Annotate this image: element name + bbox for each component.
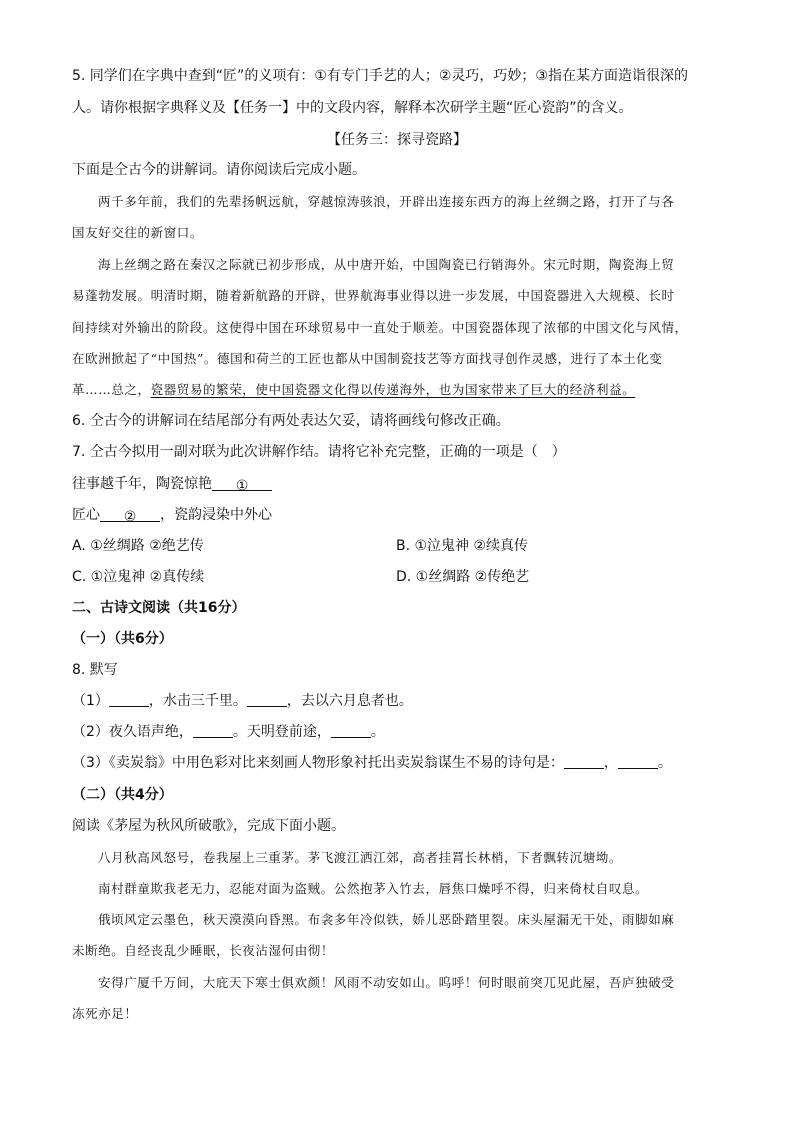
q8-title: 8. 默写 bbox=[72, 662, 118, 678]
couplet-blank-2[interactable]: ② bbox=[100, 507, 160, 522]
q8-item1 bbox=[72, 691, 413, 711]
speech-p1-line2: 国友好交往的新窗口。 bbox=[72, 225, 204, 240]
couplet-lower-end: ，瓷韵浸染中外心 bbox=[160, 507, 272, 523]
couplet-upper-text: 往事越千年，陶瓷惊艳 bbox=[72, 476, 212, 492]
speech-p2-line4: 在欧洲掀起了“中国热”。德国和荷兰的工匠也都从中国制瓷技艺等方面找寻创作灵感，进行了本土化变 bbox=[72, 351, 663, 366]
q7-options-row2 bbox=[72, 567, 722, 587]
poem-instruction: 阅读《茅屋为秋风所破歌》，完成下面小题。 bbox=[72, 818, 345, 834]
q8-blank-3[interactable] bbox=[193, 723, 233, 738]
q5-line1: 5. 同学们在字典中查到“匠”的义项有：①有专门手艺的人；②灵巧，巧妙；③指在某方面造诣很深的 bbox=[72, 68, 688, 84]
option-b[interactable]: B. ①泣鬼神 ②续真传 bbox=[396, 538, 529, 554]
q6-stem: 6. 仝古今的讲解词在结尾部分有两处表达欠妥，请将画线句修改正确。 bbox=[72, 413, 510, 429]
option-d[interactable]: D. ①丝绸路 ②传绝艺 bbox=[396, 569, 530, 585]
q8-item1-num: （1） bbox=[72, 693, 109, 709]
poem-line4: 未断绝。自经丧乱少睡眠，长夜沾湿何由彻！ bbox=[72, 943, 335, 958]
q8-item2-end: 。 bbox=[370, 724, 385, 740]
q8-item3-end: 。 bbox=[657, 755, 672, 771]
speech-p2-plain: 革……总之， bbox=[72, 382, 151, 397]
q8-item3-comma: ， bbox=[603, 755, 618, 771]
couplet-upper bbox=[72, 474, 272, 494]
section2-part2: （二）（共4分） bbox=[72, 787, 173, 803]
task3-intro: 下面是仝古今的讲解词。请你阅读后完成小题。 bbox=[72, 162, 366, 178]
q8-blank-1[interactable] bbox=[109, 692, 149, 707]
speech-p1-line1: 两千多年前，我们的先辈扬帆远航，穿越惊涛骇浪，开辟出连接东西方的海上丝绸之路，打开了与各 bbox=[98, 194, 675, 209]
task3-title: 【任务三：探寻瓷路】 bbox=[327, 132, 467, 148]
option-c[interactable]: C. ①泣鬼神 ②真传续 bbox=[72, 569, 205, 585]
q8-item1-text2: ，去以六月息者也。 bbox=[286, 693, 413, 709]
couplet-lower-start: 匠心 bbox=[72, 507, 100, 523]
q8-blank-5[interactable] bbox=[564, 754, 604, 769]
underlined-sentence: 瓷器贸易的繁荣，使中国瓷器文化得以传递海外，也为国家带来了巨大的经济利益。 bbox=[150, 382, 636, 397]
speech-p2-line1: 海上丝绸之路在秦汉之际就已初步形成，从中唐开始，中国陶瓷已行销海外。宋元时期，陶瓷海上贸 bbox=[98, 257, 675, 272]
option-a[interactable]: A. ①丝绸路 ②绝艺传 bbox=[72, 538, 204, 554]
q8-item2-text2: 。天明登前途， bbox=[232, 724, 331, 740]
q8-blank-6[interactable] bbox=[618, 754, 658, 769]
q8-blank-4[interactable] bbox=[331, 723, 371, 738]
q5-line2: 人。请你根据字典释义及【任务一】中的文段内容，解释本次研学主题“匠心瓷韵”的含义。 bbox=[72, 100, 633, 116]
speech-p2-line5 bbox=[72, 380, 635, 400]
poem-line6: 冻死亦足！ bbox=[72, 1006, 138, 1021]
poem-line5: 安得广厦千万间，大庇天下寒士俱欢颜！风雨不动安如山。呜呼！何时眼前突兀见此屋，吾庐独破受 bbox=[98, 975, 675, 990]
speech-p2-line2: 易蓬勃发展。明清时期，随着新航路的开辟，世界航海事业得以进一步发展，中国瓷器进入大规模、长时 bbox=[72, 288, 675, 303]
poem-line2: 南村群童欺我老无力，忍能对面为盗贼。公然抱茅入竹去，唇焦口燥呼不得，归来倚杖自叹息。 bbox=[98, 881, 649, 896]
q7-stem: 7. 仝古今拟用一副对联为此次讲解作结。请将它补充完整，正确的一项是（ ） bbox=[72, 444, 566, 460]
poem-line3: 俄顷风定云墨色，秋天漠漠向昏黑。布衾多年冷似铁，娇儿恶卧踏里裂。床头屋漏无干处，雨脚如麻 bbox=[98, 912, 675, 927]
q8-blank-2[interactable] bbox=[247, 692, 287, 707]
q7-options-row1 bbox=[72, 536, 722, 556]
speech-p2-line3: 间持续对外输出的阶段。这使得中国在环球贸易中一直处于顺差。中国瓷器体现了浓郁的中国文化与风情， bbox=[72, 320, 688, 335]
couplet-lower bbox=[72, 505, 272, 525]
q8-item2-text1: （2）夜久语声绝， bbox=[72, 724, 193, 740]
couplet-blank-1[interactable]: ① bbox=[212, 476, 272, 491]
q8-item2 bbox=[72, 722, 385, 742]
q8-item1-text1: ，水击三千里。 bbox=[148, 693, 247, 709]
q8-item3-text1: （3）《卖炭翁》中用色彩对比来刻画人物形象衬托出卖炭翁谋生不易的诗句是： bbox=[72, 755, 564, 771]
poem-line1: 八月秋高风怒号，卷我屋上三重茅。茅飞渡江洒江郊，高者挂罥长林梢，下者飘转沉塘坳。 bbox=[98, 850, 623, 865]
section2-title: 二、古诗文阅读（共16分） bbox=[72, 600, 246, 616]
section2-part1: （一）（共6分） bbox=[72, 631, 173, 647]
q8-item3 bbox=[72, 753, 672, 773]
